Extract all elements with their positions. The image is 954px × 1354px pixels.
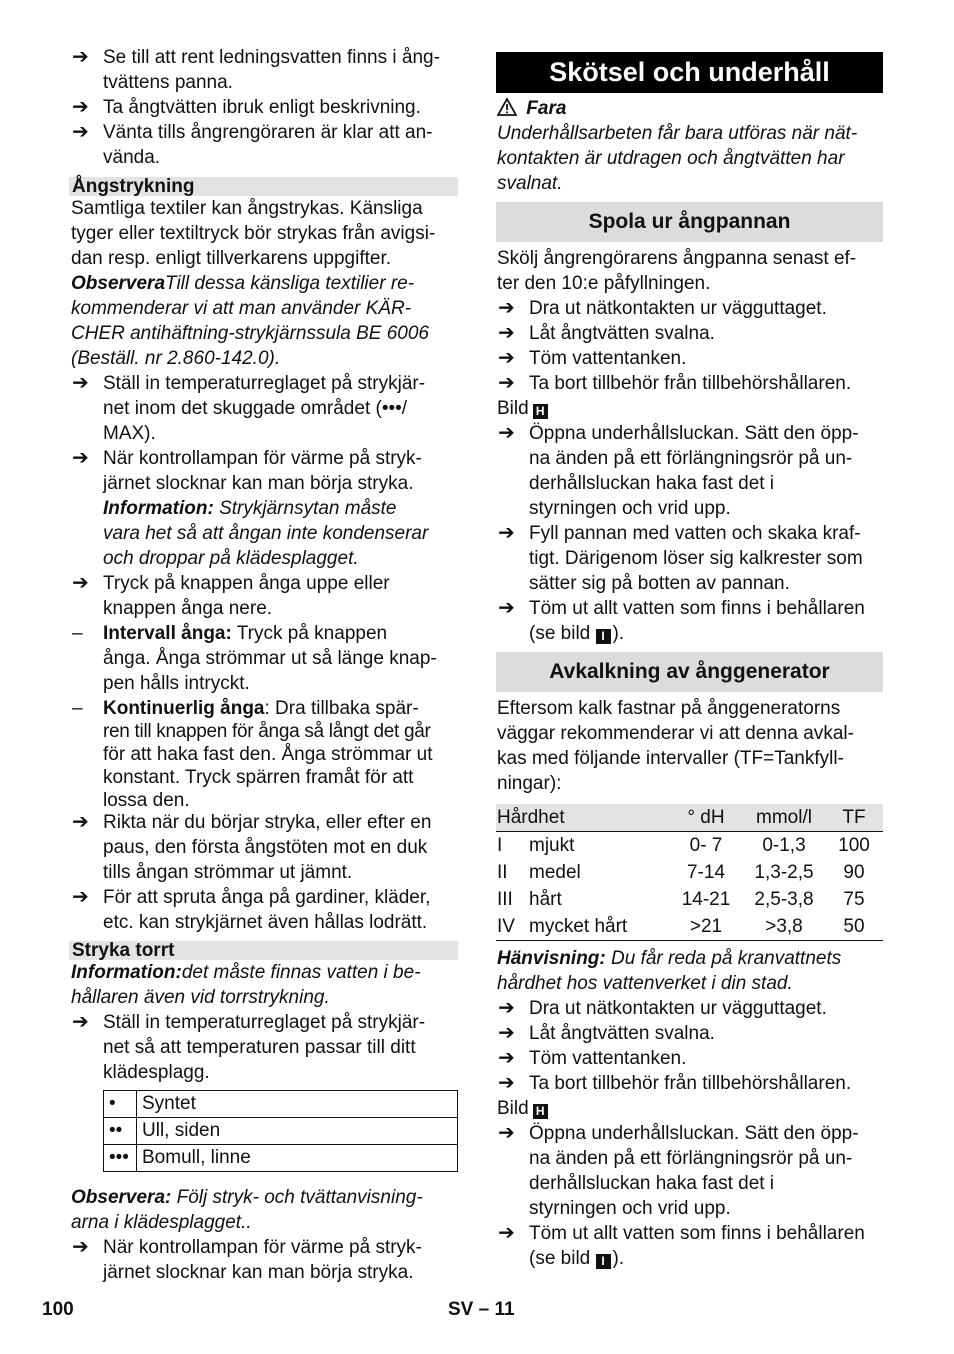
obs2-line: Observera: Följ stryk- och tvättanvisning- [71,1187,423,1208]
note-label: Observera [71,273,166,294]
row-dh: 14-21 [681,889,731,910]
figure-ref: Bild H [497,1096,548,1121]
hint-line: hårdhet hos vattenverket i din stad. [497,973,793,994]
continuous-line: lossa den. [103,790,190,811]
col-header-dh: ° dH [687,807,725,828]
paragraph-line: Samtliga textiler kan ångstrykas. Känsliga [71,198,423,219]
note-line: CHER antihäftning-strykjärnssula BE 6006 [71,323,430,344]
arrow-icon: ➔ [72,46,89,68]
bullet-text: Ta ångtvätten ibruk enligt beskrivning. [103,97,421,118]
arrow-icon: ➔ [72,1011,89,1033]
dry-info-line: Information:det måste finnas vatten i be- [71,962,421,983]
bullet-text: Dra ut nätkontakten ur vägguttaget. [529,298,827,319]
table-row [104,1091,458,1118]
bullet-text: Se till att rent ledningsvatten finns i ång- [103,47,440,68]
bullet-text: Vänta tills ångrengöraren är klar att an- [103,122,433,143]
hint-label: Hänvisning: [497,948,606,969]
fabric-table [103,1090,458,1172]
bullet-text: MAX). [103,423,156,444]
arrow-icon: ➔ [498,522,515,544]
bullet-text: För att spruta ånga på gardiner, kläder, [103,887,431,908]
bullet-text: När kontrollampan för värme på stryk- [103,1237,422,1258]
interval-line: Intervall ånga: Tryck på knappen [103,623,388,644]
arrow-icon: ➔ [72,96,89,118]
bullet-text: Låt ångtvätten svalna. [529,323,715,344]
info-line: vara het så att ångan inte kondenserar [103,523,429,544]
bullet-text: Töm ut allt vatten som finns i behållaren [529,1223,865,1244]
row-name: mjukt [529,835,575,856]
info-line: och droppar på klädesplagget. [103,548,359,569]
dots-cell: ••• [104,1145,137,1172]
bullet-text: Dra ut nätkontakten ur vägguttaget. [529,998,827,1019]
paragraph-line: kas med följande intervaller (TF=Tankfyll- [497,748,844,769]
bullet-text: net inom det skuggade området (•••/ [103,398,408,419]
info-line: Information: Strykjärnsytan måste [103,498,397,519]
arrow-icon: ➔ [72,372,89,394]
continuous-label: Kontinuerlig ånga [103,698,265,719]
row-dh: >21 [689,916,723,937]
continuous-line: ren till knappen för ånga så långt det går [103,721,431,742]
danger-label: Fara [526,98,567,119]
bullet-text: knappen ånga nere. [103,598,273,619]
arrow-icon: ➔ [498,1222,515,1244]
arrow-icon: ➔ [498,347,515,369]
bullet-text: järnet slocknar kan man börja stryka. [103,473,414,494]
bullet-text: na änden på ett förlängningsrör på un- [529,448,853,469]
row-mmol: 0-1,3 [762,835,806,856]
arrow-icon: ➔ [72,1236,89,1258]
bullet-text: (se bild I ). [529,623,625,644]
bullet-text: etc. kan strykjärnet även hållas lodrätt. [103,912,428,933]
bullet-text: Öppna underhållsluckan. Sätt den öpp- [529,423,859,444]
row-dh: 0- 7 [689,835,723,856]
section-heading-ironing: Ångstrykning [69,177,458,196]
table-row [496,913,883,941]
arrow-icon: ➔ [498,1072,515,1094]
continuous-line: Kontinuerlig ånga: Dra tillbaka spär- [103,698,419,719]
bullet-text: Ta bort tillbehör från tillbehörshållaren. [529,1073,852,1094]
section-indicator: SV – 11 [448,1299,515,1320]
row-name: hårt [529,889,562,910]
bullet-text: Öppna underhållsluckan. Sätt den öpp- [529,1123,859,1144]
interval-line: ånga. Ånga strömmar ut så länge knap- [103,648,437,669]
note-line: ObserveraTill dessa känsliga textilier re- [71,273,415,294]
interval-line: pen hålls intryckt. [103,673,250,694]
bullet-text: net så att temperaturen passar till ditt [103,1037,416,1058]
arrow-icon: ➔ [498,1022,515,1044]
bullet-text: vända. [103,147,161,168]
figure-i-icon: I [596,629,611,644]
dots-cell: •• [104,1118,137,1145]
figure-ref: Bild H [497,396,548,421]
row-number: I [497,835,503,856]
table-row [496,886,883,913]
row-tf: 100 [838,835,870,856]
row-tf: 75 [843,889,865,910]
danger-text: kontakten är utdragen och ångtvätten har [497,148,845,169]
continuous-line: för att haka fast den. Ånga strömmar ut [103,744,433,765]
arrow-icon: ➔ [72,811,89,833]
bullet-text: klädesplagg. [103,1062,210,1083]
section-heading-dry: Stryka torrt [69,941,458,960]
row-number: II [497,862,508,883]
row-tf: 90 [843,862,865,883]
bullet-text: Ta bort tillbehör från tillbehörshållaren. [529,373,852,394]
bullet-text: Töm ut allt vatten som finns i behållaren [529,598,865,619]
bullet-text: Tryck på knappen ånga uppe eller [103,573,390,594]
arrow-icon: ➔ [498,997,515,1019]
bullet-text: Ställ in temperaturreglaget på strykjär- [103,1012,426,1033]
arrow-icon: ➔ [498,297,515,319]
arrow-icon: ➔ [498,1047,515,1069]
table-row [496,859,883,886]
arrow-icon: ➔ [498,597,515,619]
paragraph-line: tyger eller textiltryck bör strykas från avigsi- [71,223,436,244]
bullet-text: sätter sig på botten av pannan. [529,573,790,594]
hint-line: Hänvisning: Du får reda på kranvattnets [497,948,842,969]
bullet-text: derhållsluckan haka fast det i [529,473,775,494]
arrow-icon: ➔ [498,422,515,444]
interval-label: Intervall ånga: [103,623,232,644]
fabric-cell: Bomull, linne [137,1145,458,1172]
bullet-text: na änden på ett förlängningsrör på un- [529,1148,853,1169]
arrow-icon: ➔ [72,886,89,908]
table-row [104,1118,458,1145]
table-row [496,832,883,860]
warning-icon [497,98,517,116]
bullet-text: Rikta när du börjar stryka, eller efter en [103,812,432,833]
bullet-text: järnet slocknar kan man börja stryka. [103,1262,414,1283]
figure-i-icon: I [596,1254,611,1269]
paragraph-line: Skölj ångrengörarens ångpanna senast ef- [497,248,857,269]
paragraph-line: ter den 10:e påfyllningen. [497,273,711,294]
arrow-icon: ➔ [498,372,515,394]
paragraph-line: dan resp. enligt tillverkarens uppgifter. [71,248,392,269]
row-mmol: 2,5-3,8 [754,889,814,910]
col-header-hardness: Hårdhet [497,807,565,828]
note-line: kommenderar vi att man använder KÄR- [71,298,412,319]
dry-info-label: Information: [71,962,182,983]
bullet-text: paus, den första ångstöten mot en duk [103,837,428,858]
figure-h-icon: H [533,1104,548,1119]
paragraph-line: ningar): [497,773,562,794]
bullet-text: tills ångan strömmar ut jämnt. [103,862,353,883]
row-number: IV [497,916,515,937]
arrow-icon: ➔ [72,447,89,469]
bullet-text: Töm vattentanken. [529,348,687,369]
dash-marker: – [72,623,83,644]
dry-info-line: hållaren även vid torrstrykning. [71,987,330,1008]
row-dh: 7-14 [686,862,726,883]
row-name: mycket hårt [529,916,628,937]
dots-cell: • [104,1091,137,1118]
arrow-icon: ➔ [72,572,89,594]
section-heading-flush: Spola ur ångpannan [496,202,883,242]
note-line: (Beställ. nr 2.860-142.0). [71,348,281,369]
danger-text: Underhållsarbeten får bara utföras när nät- [497,123,858,144]
obs2-line: arna i klädesplagget.. [71,1212,252,1233]
bullet-text: (se bild I ). [529,1248,625,1269]
col-header-mmol: mmol/l [756,807,812,828]
row-name: medel [529,862,581,883]
page-title: Skötsel och underhåll [496,52,883,93]
hardness-table [496,804,883,941]
dash-marker: – [72,698,83,719]
section-heading-descaling: Avkalkning av ånggenerator [496,652,883,692]
arrow-icon: ➔ [72,121,89,143]
col-header-tf: TF [842,807,866,828]
row-mmol: >3,8 [765,916,803,937]
row-mmol: 1,3-2,5 [754,862,814,883]
bullet-text: Fyll pannan med vatten och skaka kraf- [529,523,861,544]
info-label: Information: [103,498,214,519]
bullet-text: derhållsluckan haka fast det i [529,1173,775,1194]
fabric-cell: Ull, siden [137,1118,458,1145]
page-number: 100 [42,1299,74,1320]
bullet-text: Låt ångtvätten svalna. [529,1023,715,1044]
paragraph-line: Eftersom kalk fastnar på ånggeneratorns [497,698,841,719]
bullet-text: tvättens panna. [103,72,233,93]
bullet-text: Töm vattentanken. [529,1048,687,1069]
table-row [104,1145,458,1172]
bullet-text: När kontrollampan för värme på stryk- [103,448,422,469]
row-tf: 50 [843,916,865,937]
arrow-icon: ➔ [498,322,515,344]
continuous-line: konstant. Tryck spärren framåt för att [103,767,414,788]
row-number: III [497,889,513,910]
bullet-text: tigt. Därigenom löser sig kalkrester som [529,548,863,569]
fabric-cell: Syntet [137,1091,458,1118]
table-header-row [496,804,883,832]
obs2-label: Observera: [71,1187,172,1208]
bullet-text: Ställ in temperaturreglaget på strykjär- [103,373,426,394]
figure-h-icon: H [533,404,548,419]
danger-text: svalnat. [497,173,563,194]
paragraph-line: väggar rekommenderar vi att denna avkal- [497,723,854,744]
bullet-text: styrningen och vrid upp. [529,1198,731,1219]
arrow-icon: ➔ [498,1122,515,1144]
bullet-text: styrningen och vrid upp. [529,498,731,519]
danger-line [497,96,566,121]
